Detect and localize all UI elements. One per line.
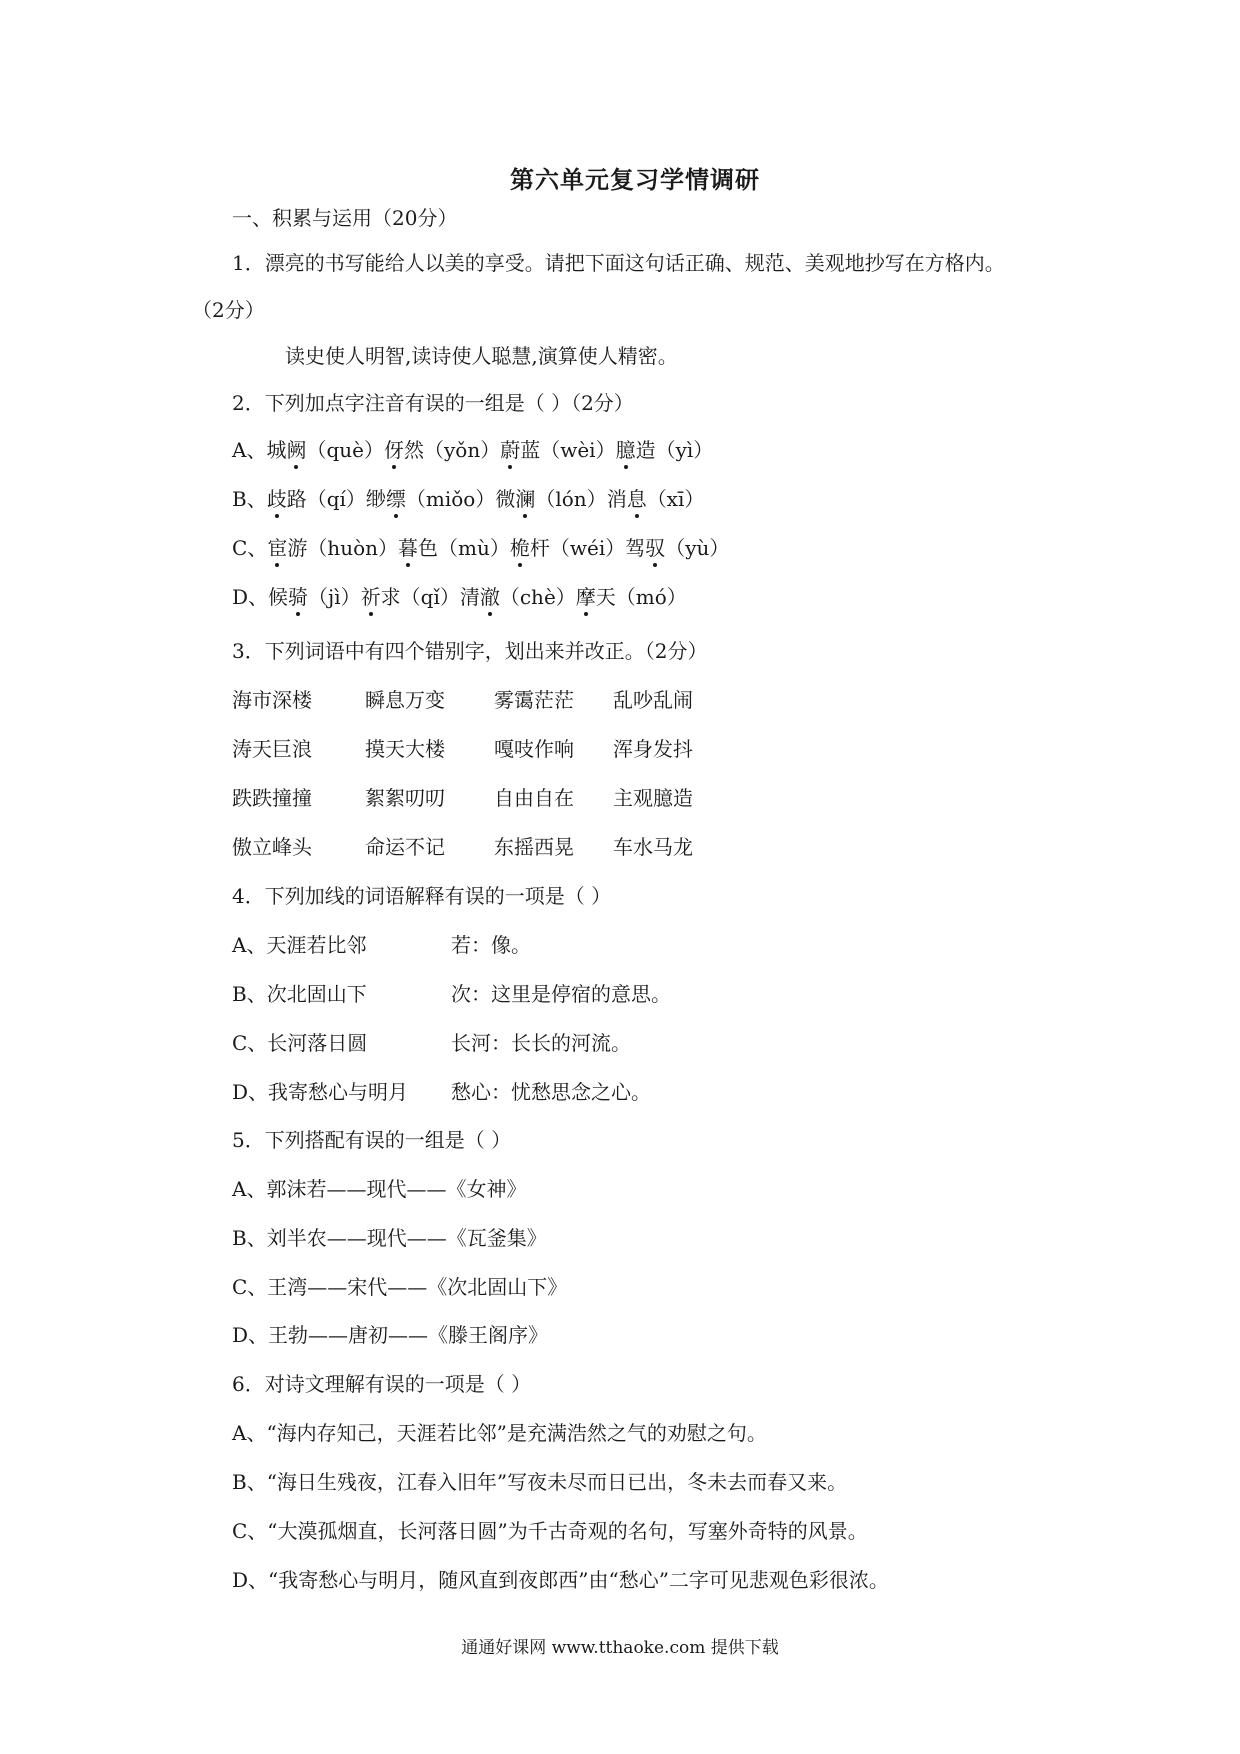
question-5-option: D、王勃——唐初——《滕王阁序》 xyxy=(232,1323,549,1347)
pinyin: （yì） xyxy=(655,438,714,462)
option-word xyxy=(495,487,535,511)
question-3-stem: 3．下列词语中有四个错别字，划出来并改正。（2分） xyxy=(232,639,708,663)
word-cell: 雾霭茫茫 xyxy=(494,688,574,712)
dotted-character: 摩 xyxy=(575,585,596,609)
word-cell: 傲立峰头 xyxy=(232,835,312,859)
question-4-option-label: D、我寄愁心与明月 xyxy=(232,1080,409,1104)
question-4-option-label: B、次北固山下 xyxy=(232,982,367,1006)
pinyin: （miǒo） xyxy=(405,487,496,511)
pinyin: （wéi） xyxy=(549,536,626,560)
option-letter: C、 xyxy=(232,536,268,560)
question-4-option-label: C、长河落日圆 xyxy=(232,1031,368,1055)
plain-character: 缈 xyxy=(365,487,386,511)
word-cell: 乱吵乱闹 xyxy=(613,688,693,712)
word-cell: 涛天巨浪 xyxy=(232,737,312,761)
pinyin: （wèi） xyxy=(540,438,616,462)
pinyin: （jì） xyxy=(308,585,361,609)
word-cell: 嘎吱作响 xyxy=(494,737,574,761)
option-word xyxy=(460,585,500,609)
question-1-score: （2分） xyxy=(192,298,265,322)
dotted-character: 息 xyxy=(626,487,647,511)
question-2-option xyxy=(232,437,713,463)
plain-character: 消 xyxy=(606,487,627,511)
option-letter: B、 xyxy=(232,487,267,511)
option-word xyxy=(266,438,306,462)
dotted-character: 驭 xyxy=(645,536,666,560)
question-1-stem: 1．漂亮的书写能给人以美的享受。请把下面这句话正确、规范、美观地抄写在方格内。 xyxy=(232,251,1005,275)
dotted-character: 祈 xyxy=(360,585,381,609)
option-word xyxy=(267,536,307,560)
word-cell: 自由自在 xyxy=(494,786,574,810)
page-title: 第六单元复习学情调研 xyxy=(510,166,760,194)
plain-character: 求 xyxy=(380,585,401,609)
question-4-option-explanation: 长河：长长的河流。 xyxy=(451,1031,631,1055)
question-4-stem: 4．下列加线的词语解释有误的一项是（ ） xyxy=(232,884,612,908)
option-word xyxy=(384,438,424,462)
plain-character: 造 xyxy=(635,438,656,462)
word-cell: 瞬息万变 xyxy=(365,688,445,712)
plain-character: 然 xyxy=(403,438,424,462)
word-cell: 主观臆造 xyxy=(613,786,693,810)
plain-character: 游 xyxy=(287,536,308,560)
pinyin: （què） xyxy=(306,438,384,462)
pinyin: （yǒn） xyxy=(423,438,501,462)
plain-character: 天 xyxy=(595,585,616,609)
option-word xyxy=(510,536,550,560)
option-word xyxy=(398,536,438,560)
word-cell: 东摇西晃 xyxy=(494,835,574,859)
question-2-option xyxy=(232,535,729,561)
question-5-option: C、王湾——宋代——《次北固山下》 xyxy=(232,1275,568,1299)
question-2-stem: 2．下列加点字注音有误的一组是（ ）（2分） xyxy=(232,391,634,415)
question-2-option xyxy=(232,584,687,610)
question-6-option: C、“大漠孤烟直，长河落日圆”为千古奇观的名句，写塞外奇特的风景。 xyxy=(232,1519,868,1543)
dotted-character: 澜 xyxy=(515,487,536,511)
option-word xyxy=(616,438,656,462)
word-cell: 跌跌撞撞 xyxy=(232,786,312,810)
word-cell: 车水马龙 xyxy=(613,835,693,859)
question-5-stem: 5．下列搭配有误的一组是（ ） xyxy=(232,1128,512,1152)
word-cell: 絮絮叨叨 xyxy=(365,786,445,810)
dotted-character: 阙 xyxy=(286,438,307,462)
pinyin: （xī） xyxy=(646,487,705,511)
dotted-character: 桅 xyxy=(509,536,530,560)
option-letter: A、 xyxy=(232,438,267,462)
word-cell: 海市深楼 xyxy=(232,688,312,712)
plain-character: 城 xyxy=(266,438,287,462)
question-1-sentence: 读史使人明智,读诗使人聪慧,演算使人精密。 xyxy=(285,344,678,368)
option-word xyxy=(366,487,406,511)
option-letter: D、 xyxy=(232,585,269,609)
pinyin: （mù） xyxy=(438,536,510,560)
dotted-character: 蔚 xyxy=(500,438,521,462)
plain-character: 蓝 xyxy=(520,438,541,462)
plain-character: 候 xyxy=(268,585,289,609)
question-6-option: B、“海日生残夜，江春入旧年”写夜未尽而日已出，冬未去而春又来。 xyxy=(232,1470,848,1494)
plain-character: 驾 xyxy=(625,536,646,560)
section-heading: 一、积累与运用（20分） xyxy=(232,206,458,230)
pinyin: （qǐ） xyxy=(400,585,460,609)
question-4-option-explanation: 愁心：忧愁思念之心。 xyxy=(451,1080,651,1104)
plain-character: 杆 xyxy=(529,536,550,560)
dotted-character: 缥 xyxy=(385,487,406,511)
plain-character: 微 xyxy=(495,487,516,511)
word-cell: 浑身发抖 xyxy=(613,737,693,761)
question-4-option-explanation: 次：这里是停宿的意思。 xyxy=(451,982,671,1006)
question-5-option: A、郭沫若——现代——《女神》 xyxy=(232,1177,527,1201)
option-word xyxy=(361,585,401,609)
question-5-option: B、刘半农——现代——《瓦釜集》 xyxy=(232,1226,547,1250)
dotted-character: 伢 xyxy=(383,438,404,462)
option-word xyxy=(625,536,665,560)
dotted-character: 暮 xyxy=(398,536,418,560)
dotted-character: 歧 xyxy=(266,487,287,511)
pinyin: （lón） xyxy=(535,487,607,511)
question-6-option: D、“我寄愁心与明月，随风直到夜郎西”由“愁心”二字可见悲观色彩很浓。 xyxy=(232,1568,889,1592)
dotted-character: 宦 xyxy=(267,536,288,560)
pinyin: （mó） xyxy=(615,585,687,609)
dotted-character: 澈 xyxy=(479,585,500,609)
word-cell: 命运不记 xyxy=(365,835,445,859)
plain-character: 路 xyxy=(286,487,307,511)
option-word xyxy=(267,487,307,511)
pinyin: （huòn） xyxy=(307,536,398,560)
question-4-option-explanation: 若：像。 xyxy=(451,933,531,957)
option-word xyxy=(268,585,308,609)
plain-character: 色 xyxy=(418,536,438,560)
question-6-stem: 6．对诗文理解有误的一项是（ ） xyxy=(232,1372,532,1396)
pinyin: （chè） xyxy=(499,585,576,609)
option-word xyxy=(607,487,647,511)
question-4-option-label: A、天涯若比邻 xyxy=(232,933,367,957)
option-word xyxy=(500,438,540,462)
option-word xyxy=(576,585,616,609)
dotted-character: 骑 xyxy=(288,585,309,609)
question-6-option: A、“海内存知己，天涯若比邻”是充满浩然之气的劝慰之句。 xyxy=(232,1421,767,1445)
pinyin: （yù） xyxy=(665,536,730,560)
question-2-option xyxy=(232,486,704,512)
pinyin: （qí） xyxy=(306,487,366,511)
footer-source: 通通好课网 www.tthaoke.com 提供下载 xyxy=(461,1638,779,1658)
plain-character: 清 xyxy=(459,585,480,609)
word-cell: 摸天大楼 xyxy=(365,737,445,761)
dotted-character: 臆 xyxy=(615,438,636,462)
